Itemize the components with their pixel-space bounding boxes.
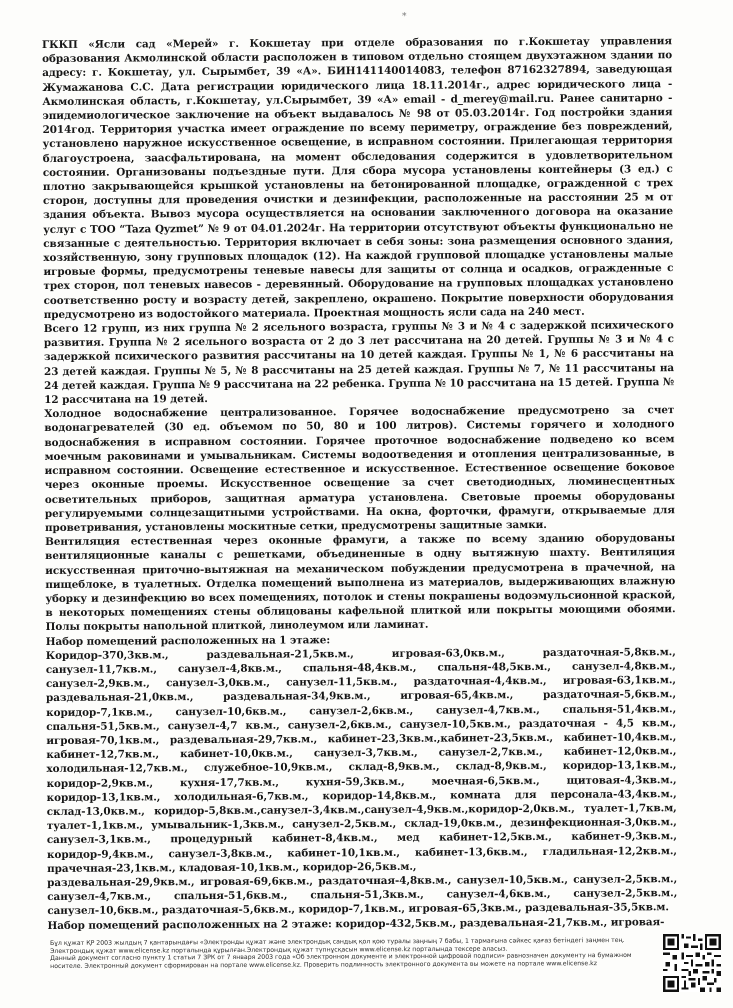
qr-code-icon — [663, 934, 721, 992]
paragraph-floor1-rooms: Коридор-370,3кв.м., раздевальная-21,5кв.м., игровая-63,0кв.м., раздаточная-5,8кв.м., санузел-11,7кв.м., санузел-4,8кв.м., спальня-48,4кв.м., спальня-48,5кв.м., санузел-4,8кв.м., санузел-2,9кв.м., санузел-3,0кв.м., санузел-11,5кв.м., раздаточная-4,4кв.м., игровая-63,1кв.м., раздевальная-21,0кв.м., раздевальная-34,9кв.м., игровая-65,4кв.м., раздаточная-5,6кв.м., коридор-7,1кв.м., санузел-10,6кв.м., санузел-2,6кв.м., санузел-4,7кв.м., спальня-51,4кв.м., спальня-51,5кв.м., санузел-4,7 кв.м., санузел-2,6кв.м., санузел-10,5кв.м., раздаточная - 4,5 кв.м., игровая-70,1кв.м., раздевальная-29,7кв.м., кабинет-23,3кв.м.,кабинет-23,5кв.м., кабинет-10,4кв.м., кабинет-12,7кв.м., кабинет-10,0кв.м., санузел-3,7кв.м., санузел-2,7кв.м., кабинет-12,0кв.м., холодильная-12,7кв.м., служебное-10,9кв.м., склад-8,9кв.м., склад-8,9кв.м., коридор-13,1кв.м., коридор-2,9кв.м., кухня-17,7кв.м., кухня-59,3кв.м., моечная-6,5кв.м., щитовая-4,3кв.м., коридор-13,1кв.м., холодильная-6,7кв.м., коридор-14,8кв.м., комната для персонала-43,4кв.м., склад-13,0кв.м., коридор-5,8кв.м.,санузел-3,4кв.м.,санузел-4,9кв.м.,коридор-2,0кв.м., туалет-1,7кв.м, туалет-1,1кв.м., умывальник-1,3кв.м., санузел-2,5кв.м., склад-19,0кв.м., дезинфекционная-3,0кв.м., санузел-3,1кв.м., процедурный кабинет-8,4кв.м., мед кабинет-12,5кв.м., кабинет-9,3кв.м., коридор-9,4кв.м., санузел-3,8кв.м., кабинет-10,1кв.м., кабинет-13,6кв.м., гладильная-12,2кв.м., прачечная-23,1кв.м., кладовая-10,1кв.м., коридор-26,5кв.м., — [45, 645, 678, 875]
document-body — [42, 34, 677, 933]
paragraph-floor1-rooms-continued: раздевальная-29,9кв.м., игровая-69,6кв.м., раздаточная-4,8кв.м., санузел-10,5кв.м., санузел-2,5кв.м., санузел-4,7кв.м., спальня-51,6кв.м., спальня-51,3кв.м., санузел-4,6кв.м., санузел-2,5кв.м., санузел-10,6кв.м., раздаточная-5,6кв.м., коридор-7,1кв.м., игровая-65,3кв.м., раздевальная-35,5кв.м. — [47, 873, 678, 918]
paragraph-groups: Всего 12 групп, из них группа № 2 ясельного возраста, группы № 3 и № 4 с задержкой психического развития. Группа № 2 ясельного возраста от 2 до 3 лет рассчитана на 20 детей. Группы № 3 и № 4 с задержкой психического развития рассчитаны на 10 детей каждая. Группы № 1, № 6 рассчитаны на 23 детей каждая. Группы № 5, № 8 рассчитаны на 25 детей каждая. Группы № 7, № 11 рассчитаны на 24 детей каждая. Группа № 9 рассчитана на 22 ребенка. Группа № 10 рассчитана на 15 детей. Группа № 12 рассчитана на 19 детей. — [43, 319, 675, 407]
e-document-footer — [50, 937, 640, 971]
footer-line: носителе. Электронный документ сформирован на портале www.elicense.kz. Проверить подлинность электронного документа вы можете на портале www.elicense.kz — [50, 960, 598, 971]
corner-mark: * — [402, 12, 407, 22]
footer-line: Данный документ согласно пункту 1 статьи 7 ЗРК от 7 января 2003 года «Об электронном документе и электронной цифровой подписи» равнозначен документу на бумажном — [50, 952, 632, 963]
paragraph-utilities: Холодное водоснабжение централизованное. Горячее водоснабжение предусмотрено за счет водонагревателей (30 ед. объемом по 50, 80 и 100 литров). Системы горячего и холодного водоснабжения в исправном состоянии. Горячее проточное водоснабжение подведено ко всем моечным раковинами и умывальникам. Системы водоотведения и отопления централизованные, в исправном состоянии. Освещение естественное и искусственное. Естественное освещение боковое через оконные проемы. Искусственное освещение за счет светодиодных, люминесцентных осветительных приборов, защитная арматура установлена. Световые проемы оборудованы регулируемыми солнцезащитными устройствами. На окна, форточки, фрамуги, открываемые для проветривания, установлены москитные сетки, предусмотрены защитные замки. — [44, 404, 675, 534]
footer-line: Электрондық құжат www.elicense.kz порталында құрылған.Электрондық құжат түпнұсқасын www.elicense.kz порталында тексере аласыз. — [50, 945, 508, 955]
paragraph-floor2-rooms: Набор помещений расположенных на 2 этаже: коридор-432,5кв.м., раздевальная-21,7кв.м., игровая- — [47, 915, 665, 932]
paragraph-institution-info: ГККП «Ясли сад «Мерей» г. Кокшетау при отделе образования по г.Кокшетау управления образования Акмолинской области расположен в типовом отдельно стоящем двухэтажном здании по адресу: г. Кокшетау, ул. Сырымбет, 39 «А». БИН141140014083, телефон 87162327894, заведующая Жумажанова С.С. Дата регистрации юридического лица 18.11.2014г., адрес юридического лица - Акмолинская область, г.Кокшетау, ул.Сырымбет, 39 «А» email - d_merey@mail.ru. Ранее санитарно - эпидемиологическое заключение на объект выдавалось № 98 от 05.03.2014г. Год постройки здания 2014год. Территория участка имеет ограждение по всему периметру, ограждение без повреждений, установлено наружное искусственное освещение, в исправном состоянии. Прилегающая территория благоустроена, заасфальтирована, на момент обследования содержится в удовлетворительном состоянии. Организованы подъездные пути. Для сбора мусора установлены контейнеры (3 ед.) с плотно закрывающейся крышкой установлены на бетонированной площадке, огражденной с трех сторон, доступны для проведения очистки и дезинфекции, расположенные на расстоянии 25 м от здания объекта. Вывоз мусора осуществляется на основании заключенного договора на оказание услуг с ТОО “Taza Qyzmet” № 9 от 04.01.2024г. На территории отсутствуют объекты функционально не связанные с деятельностью. Территория включает в себя зоны: зона размещения основного здания, хозяйственную, зону групповых площадок (12). На каждой групповой площадке установлены малые игровые формы, предусмотрены теневые навесы для защиты от солнца и осадков, огражденные с трех сторон, пол теневых навесов - деревянный. Оборудование на групповых площадках установлено соответственно росту и возрасту детей, закреплено, окрашено. Покрытие поверхности оборудования предусмотрено из водостойкого материала. Проектная мощность ясли сада на 240 мест. — [42, 35, 674, 321]
paragraph-ventilation: Вентиляция естественная через оконные фрамуги, а также по всему зданию оборудованы вентиляционные каналы с решетками, объединенные в одну вытяжную шахту. Вентиляция искусственная приточно-вытяжная на механическом побуждении предусмотрена в прачечной, на пищеблоке, в туалетных. Отделка помещений выполнена из материалов, выдерживающих влажную уборку и дезинфекцию во всех помещениях, потолок и стены покрашены водоэмульсионной краской, в некоторых помещениях стены облицованы кафельной плиткой или покрыты моющими обоями. Полы покрыты напольной плиткой, линолеумом или ламинат. — [45, 532, 676, 634]
footer-line: Бұл құжат ҚР 2003 жылдың 7 қантарындағы «Электронды құжат және электрондық сандық қол қою туралы заңның 7 бабы, 1 тармағына сәйкес қағаз бетіндегі заңмен тең. — [50, 936, 625, 947]
paragraph-floor1-heading: Набор помещений расположенных на 1 этаже: — [45, 633, 331, 648]
